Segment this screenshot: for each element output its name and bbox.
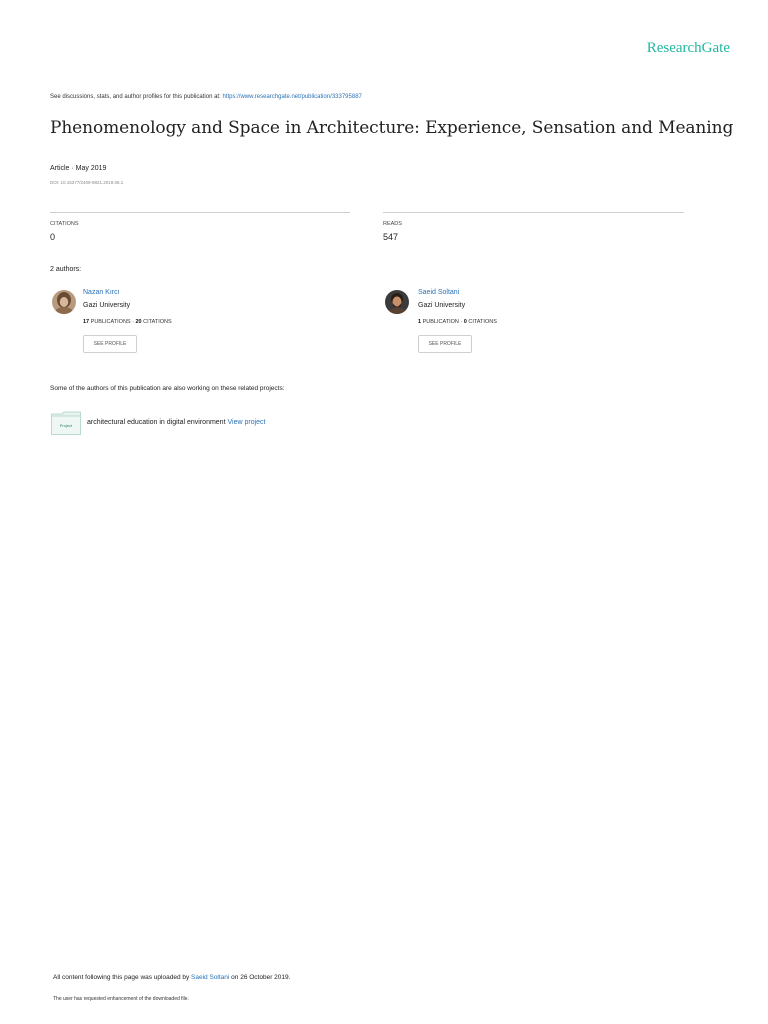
citations-divider bbox=[50, 212, 350, 213]
discussion-prefix: See discussions, stats, and author profiles for this publication at: bbox=[50, 94, 223, 100]
reads-divider bbox=[383, 212, 684, 213]
discussion-line bbox=[50, 94, 362, 100]
author-name-link[interactable]: Nazan Kırcı bbox=[83, 289, 120, 296]
publication-url-link[interactable]: https://www.researchgate.net/publication/333795887 bbox=[222, 94, 362, 100]
upload-prefix: All content following this page was uploaded by bbox=[53, 974, 192, 981]
view-project-link[interactable]: View project bbox=[227, 419, 266, 426]
reads-label: READS bbox=[383, 221, 402, 227]
citations-value: 0 bbox=[50, 232, 56, 242]
author-stats: 1 PUBLICATION · 0 CITATIONS bbox=[418, 319, 497, 325]
author-institution: Gazi University bbox=[418, 302, 466, 309]
project-icon-label: Project bbox=[59, 423, 73, 428]
citations-label: CITATIONS bbox=[50, 221, 79, 227]
project-folder-icon[interactable] bbox=[51, 411, 81, 435]
uploader-link[interactable]: Saeid Soltani bbox=[191, 974, 230, 981]
project-name: architectural education in digital environment bbox=[87, 419, 226, 426]
author-photo-icon bbox=[52, 290, 76, 314]
researchgate-logo[interactable]: ResearchGate bbox=[646, 40, 730, 56]
see-profile-button[interactable]: SEE PROFILE bbox=[83, 335, 137, 353]
author-avatar[interactable] bbox=[385, 290, 409, 314]
publication-title: Phenomenology and Space in Architecture: Experience, Sensation and Meaning bbox=[50, 118, 734, 138]
author-institution: Gazi University bbox=[83, 302, 131, 309]
upload-info bbox=[53, 974, 290, 981]
authors-heading: 2 authors: bbox=[50, 266, 82, 273]
citation-count: 20 bbox=[135, 319, 142, 325]
upload-suffix: on 26 October 2019. bbox=[229, 974, 291, 981]
author-name-link[interactable]: Saeid Soltani bbox=[418, 289, 460, 296]
citation-label: CITATIONS bbox=[143, 319, 172, 325]
author-avatar[interactable] bbox=[52, 290, 76, 314]
citation-label: CITATIONS bbox=[468, 319, 497, 325]
reads-value: 547 bbox=[383, 232, 399, 242]
related-projects-heading: Some of the authors of this publication are also working on these related projects: bbox=[50, 385, 285, 392]
enhancement-note: The user has requested enhancement of the downloaded file. bbox=[53, 996, 189, 1002]
author-photo-icon bbox=[385, 290, 409, 314]
publication-count: 1 bbox=[418, 319, 422, 325]
doi-text: DOI: 10.15377/2409-9821.2019.06.1 bbox=[50, 180, 124, 185]
article-meta: Article · May 2019 bbox=[50, 165, 107, 172]
publication-label: PUBLICATION bbox=[422, 319, 459, 325]
see-profile-button[interactable]: SEE PROFILE bbox=[418, 335, 472, 353]
citation-count: 0 bbox=[463, 319, 467, 325]
publication-label: PUBLICATIONS bbox=[90, 319, 131, 325]
author-stats: 17 PUBLICATIONS · 20 CITATIONS bbox=[83, 319, 172, 325]
publication-count: 17 bbox=[83, 319, 90, 325]
project-row bbox=[87, 419, 266, 426]
